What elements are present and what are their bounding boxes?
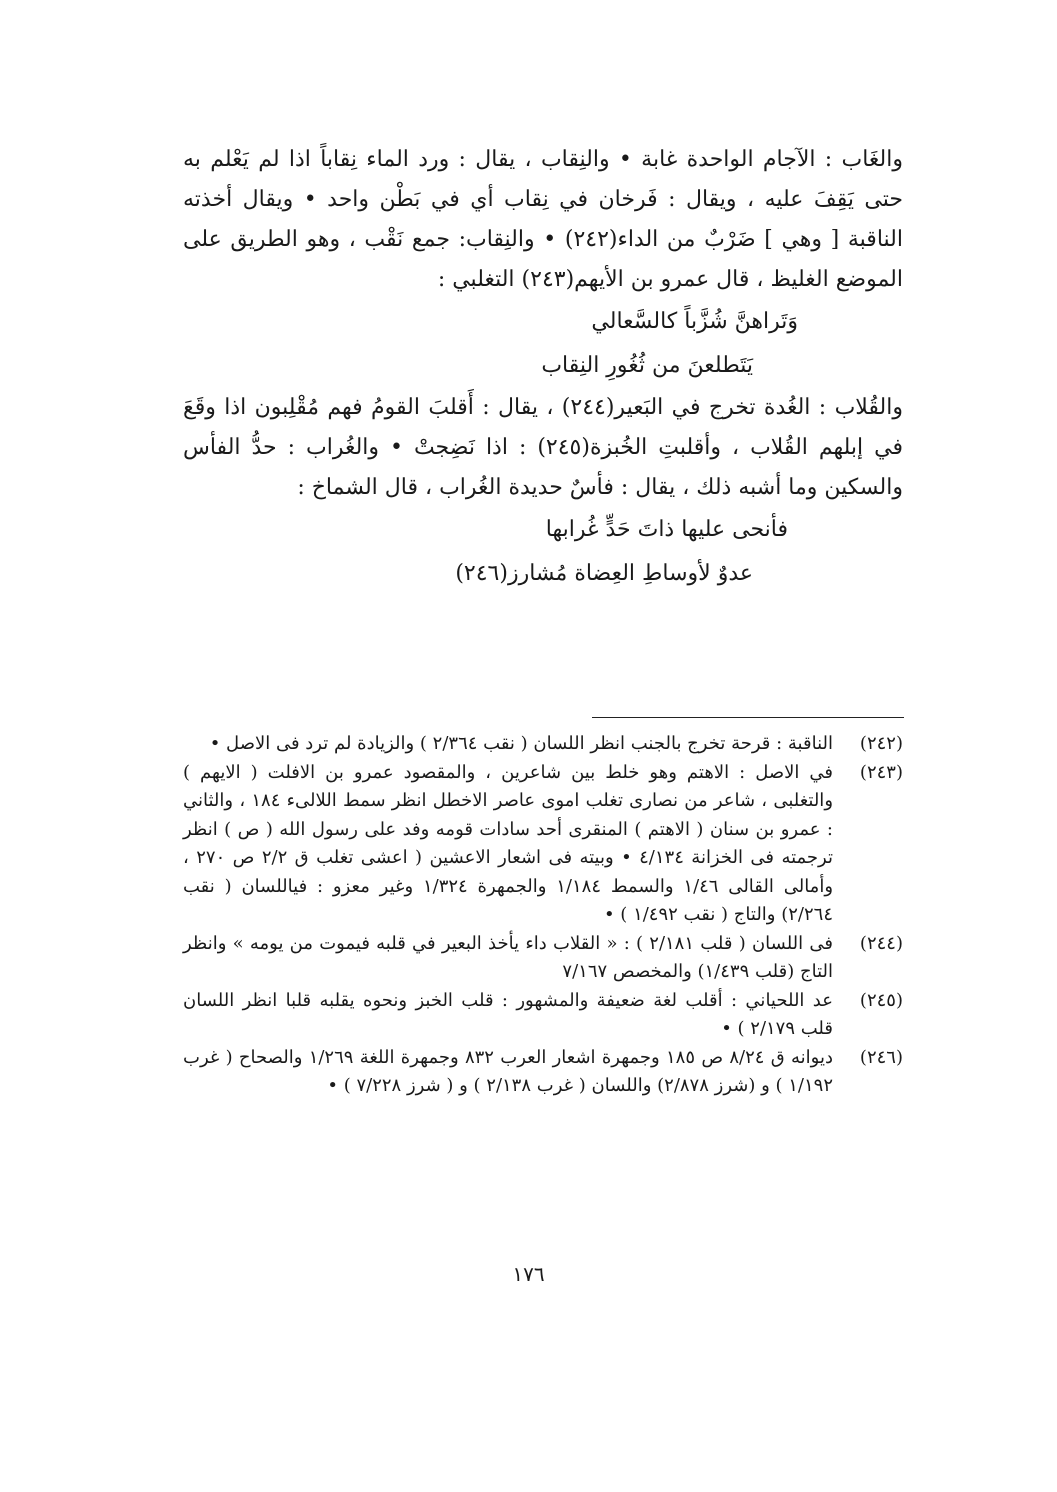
verse-line-2: يَتَطلعنَ من ثُغُورِ النِقاب xyxy=(541,353,753,378)
paragraph-2: والقُلاب : الغُدة تخرج في البَعير(٢٤٤) ، يقال : أَقلبَ القومُ فهم مُقْلِبون اذا وقَعَ في إبلهم القُلاب ، وأقلبتِ الخُبزة(٢٤٥) : اذا نَضِجتْ • والغُراب : حدُّ الفأس والسكين وما أشبه ذلك ، يقال : فأسٌ حديدة الغُراب ، قال الشماخ : xyxy=(183,395,903,500)
paragraph-1: والغَاب : الآجام الواحدة غابة • والنِقاب ، يقال : ورد الماء نِقاباً اذا لم يَعْلم به حتى يَقِفَ عليه ، ويقال : فَرخان في نِقاب أي في بَطْن واحد • ويقال أخذته الناقبة [ وهي ] ضَرْبٌ من الداء(٢٤٢) • والنِقاب: جمع نَقْب ، وهو الطريق على الموضع الغليظ ، قال عمرو بن الأيهم(٢٤٣) التغلبي : xyxy=(183,147,903,292)
footnote-text: فى اللسان ( قلب ٢/١٨١ ) : « القلاب داء يأخذ البعير في قلبه فيموت من يومه » وانظر التاج (قلب ١/٤٣٩) والمخصص ٧/١٦٧ xyxy=(183,932,833,982)
footnote xyxy=(183,730,903,759)
footnote-number: (٢٤٤) xyxy=(859,932,903,954)
footnote xyxy=(183,987,903,1044)
footnotes xyxy=(183,730,903,1101)
verse-line-4: عدوٌ لأوساطِ العِضاة مُشارز(٢٤٦) xyxy=(455,561,753,586)
footnote-text: في الاصل : الاهتم وهو خلط بين شاعرين ، والمقصود عمرو بن الافلت ( الايهم ) والتغلبى ، شاعر من نصارى تغلب اموى عاصر الاخطل انظر سمط اللالىء ١٨٤ ، والثاني : عمرو بن سنان ( الاهتم ) المنقرى أحد سادات قومه وفد على رسول الله ( ص ) انظر ترجمته فى الخزانة ٤/١٣٤ • وبيته فى اشعار الاعشين ( اعشى تغلب ق ٢/٢ ص ٢٧٠ ، وأمالى القالى ١/٤٦ والسمط ١/١٨٤ والجمهرة ١/٣٢٤ وغير معزو : فياللسان ( نقب ٢/٢٦٤) والتاج ( نقب ١/٤٩٢ ) • xyxy=(183,761,834,925)
footnote-text: الناقبة : قرحة تخرج بالجنب انظر اللسان ( نقب ٢/٣٦٤ ) والزيادة لم ترد فى الاصل • xyxy=(209,733,833,754)
footnote xyxy=(183,930,903,987)
verse-line-1: وَتَراهنَّ شُزَّباً كالسَّعالي xyxy=(591,309,798,334)
footnote-number: (٢٤٢) xyxy=(859,733,903,754)
footnote-text: ديوانه ق ٨/٢٤ ص ١٨٥ وجمهرة اشعار العرب ٨٣٢ وجمهرة اللغة ١/٢٦٩ والصحاح ( غرب ١/١٩٢ ) و (شرز ٢/٨٧٨) واللسان ( غرب ٢/١٣٨ ) و ( شرز ٧/٢٢٨ ) • xyxy=(183,1046,833,1096)
footnote-number: (٢٤٥) xyxy=(859,989,903,1011)
footnote-divider xyxy=(592,717,904,718)
main-text xyxy=(183,140,903,596)
page-number: ١٧٦ xyxy=(512,1262,545,1286)
verse-line-3: فأنحى عليها ذاتَ حَدٍّ غُرابها xyxy=(545,517,788,542)
footnote-number: (٢٤٣) xyxy=(859,761,903,783)
footnote xyxy=(183,759,903,930)
footnote-number: (٢٤٦) xyxy=(859,1046,903,1068)
footnote xyxy=(183,1044,903,1101)
footnote-text: عد اللحياني : أقلب لغة ضعيفة والمشهور : قلب الخبز ونحوه يقلبه قلبا انظر اللسان قلب ٢/١٧٩ ) • xyxy=(183,989,833,1039)
